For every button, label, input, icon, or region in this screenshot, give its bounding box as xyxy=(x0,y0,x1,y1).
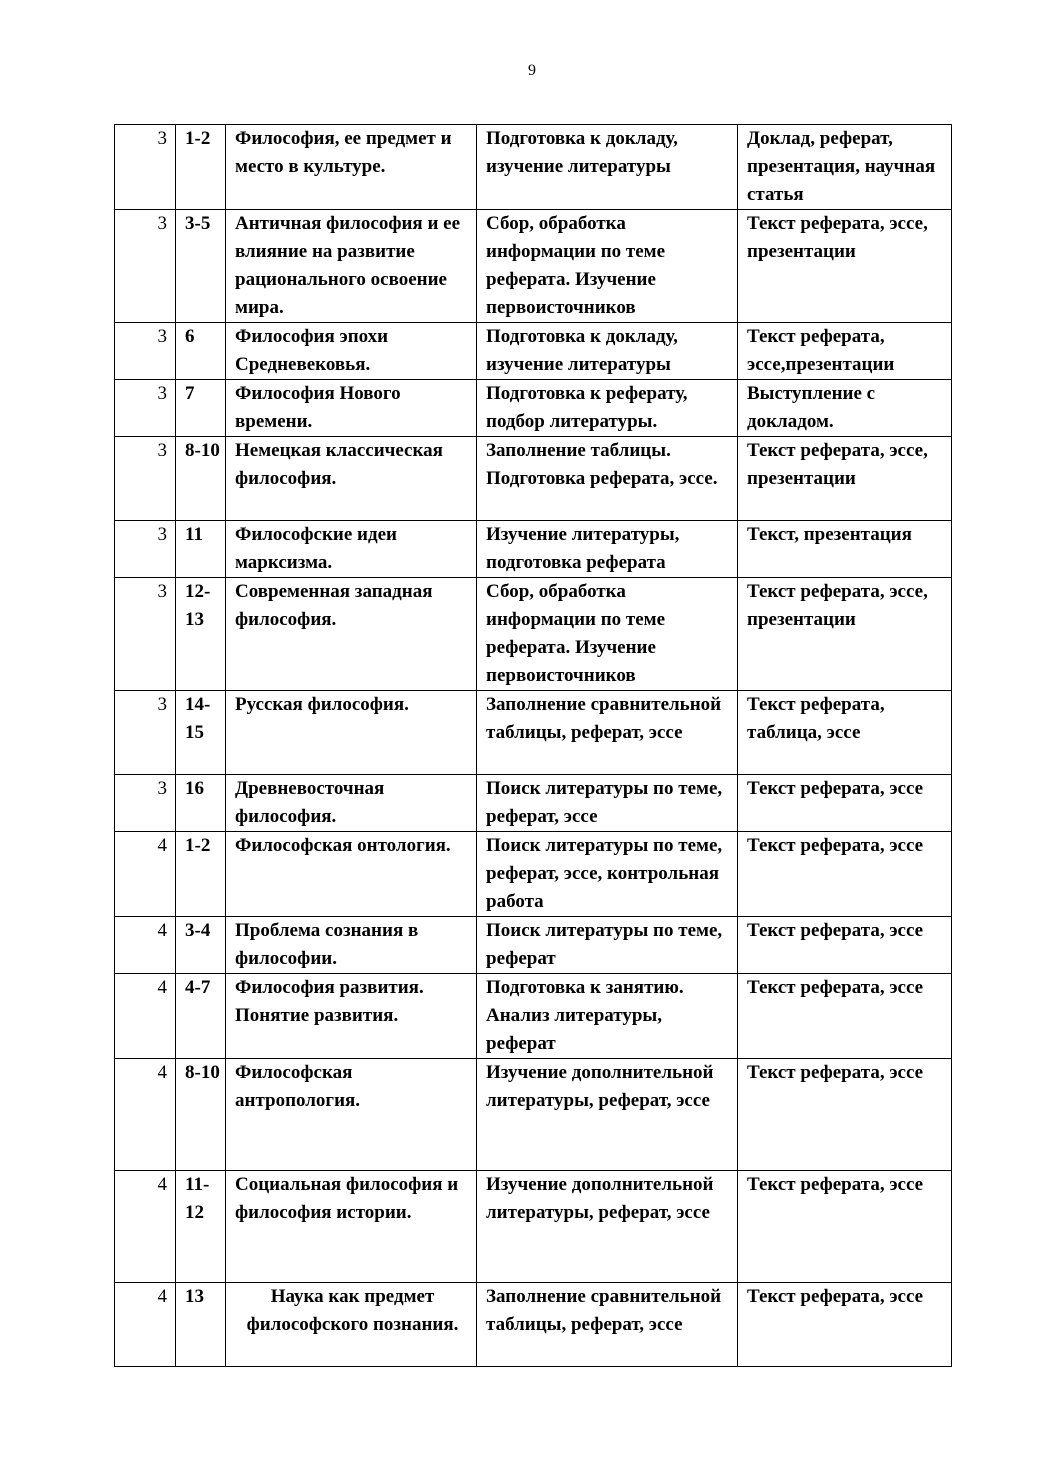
semester-cell: 3 xyxy=(115,125,176,210)
work-type-cell: Изучение дополнительной литературы, реферат, эссе xyxy=(477,1171,738,1283)
semester-cell: 4 xyxy=(115,1171,176,1283)
topic-cell: Русская философия. xyxy=(226,691,477,775)
semester-cell: 4 xyxy=(115,832,176,917)
table-row xyxy=(115,775,952,832)
work-type-cell: Заполнение таблицы. Подготовка реферата, эссе. xyxy=(477,437,738,521)
table-row xyxy=(115,691,952,775)
topic-cell: Немецкая классическая философия. xyxy=(226,437,477,521)
result-form-cell: Текст реферата, эссе, презентации xyxy=(738,437,952,521)
result-form-cell: Текст реферата, эссе,презентации xyxy=(738,323,952,380)
work-type-cell: Изучение дополнительной литературы, реферат, эссе xyxy=(477,1059,738,1171)
table-row xyxy=(115,1283,952,1367)
table-row xyxy=(115,1171,952,1283)
topic-cell: Философия Нового времени. xyxy=(226,380,477,437)
lesson-number-cell: 3-5 xyxy=(176,210,226,323)
lesson-number-cell: 12-13 xyxy=(176,578,226,691)
work-type-cell: Сбор, обработка информации по теме реферата. Изучение первоисточников xyxy=(477,210,738,323)
work-type-cell: Сбор, обработка информации по теме реферата. Изучение первоисточников xyxy=(477,578,738,691)
result-form-cell: Текст реферата, эссе xyxy=(738,974,952,1059)
work-type-cell: Поиск литературы по теме, реферат, эссе xyxy=(477,775,738,832)
result-form-cell: Текст реферата, эссе, презентации xyxy=(738,210,952,323)
result-form-cell: Выступление с докладом. xyxy=(738,380,952,437)
study-plan-table-body xyxy=(115,125,952,1367)
table-row xyxy=(115,974,952,1059)
result-form-cell: Доклад, реферат, презентация, научная статья xyxy=(738,125,952,210)
semester-cell: 4 xyxy=(115,974,176,1059)
topic-cell: Философские идеи марксизма. xyxy=(226,521,477,578)
table-row xyxy=(115,380,952,437)
lesson-number-cell: 16 xyxy=(176,775,226,832)
work-type-cell: Подготовка к докладу, изучение литературы xyxy=(477,125,738,210)
work-type-cell: Заполнение сравнительной таблицы, реферат, эссе xyxy=(477,1283,738,1367)
topic-cell: Философская антропология. xyxy=(226,1059,477,1171)
page-number: 9 xyxy=(528,62,536,79)
table-row xyxy=(115,578,952,691)
semester-cell: 3 xyxy=(115,380,176,437)
semester-cell: 3 xyxy=(115,691,176,775)
lesson-number-cell: 13 xyxy=(176,1283,226,1367)
topic-cell: Античная философия и ее влияние на развитие рационального освоение мира. xyxy=(226,210,477,323)
table-row xyxy=(115,917,952,974)
lesson-number-cell: 11-12 xyxy=(176,1171,226,1283)
result-form-cell: Текст реферата, эссе xyxy=(738,1059,952,1171)
lesson-number-cell: 1-2 xyxy=(176,832,226,917)
table-row xyxy=(115,437,952,521)
semester-cell: 3 xyxy=(115,323,176,380)
result-form-cell: Текст реферата, эссе xyxy=(738,1283,952,1367)
lesson-number-cell: 4-7 xyxy=(176,974,226,1059)
lesson-number-cell: 11 xyxy=(176,521,226,578)
table-row xyxy=(115,521,952,578)
work-type-cell: Подготовка к занятию. Анализ литературы, реферат xyxy=(477,974,738,1059)
lesson-number-cell: 6 xyxy=(176,323,226,380)
semester-cell: 3 xyxy=(115,210,176,323)
topic-cell: Философия, ее предмет и место в культуре. xyxy=(226,125,477,210)
semester-cell: 3 xyxy=(115,578,176,691)
semester-cell: 3 xyxy=(115,437,176,521)
work-type-cell: Заполнение сравнительной таблицы, реферат, эссе xyxy=(477,691,738,775)
result-form-cell: Текст, презентация xyxy=(738,521,952,578)
lesson-number-cell: 7 xyxy=(176,380,226,437)
semester-cell: 3 xyxy=(115,775,176,832)
semester-cell: 4 xyxy=(115,917,176,974)
work-type-cell: Поиск литературы по теме, реферат xyxy=(477,917,738,974)
topic-cell: Наука как предмет философского познания. xyxy=(226,1283,477,1367)
table-row xyxy=(115,832,952,917)
topic-cell: Философия развития. Понятие развития. xyxy=(226,974,477,1059)
result-form-cell: Текст реферата, эссе xyxy=(738,1171,952,1283)
lesson-number-cell: 1-2 xyxy=(176,125,226,210)
work-type-cell: Подготовка к реферату, подбор литературы. xyxy=(477,380,738,437)
result-form-cell: Текст реферата, эссе xyxy=(738,775,952,832)
semester-cell: 4 xyxy=(115,1283,176,1367)
table-row xyxy=(115,323,952,380)
lesson-number-cell: 8-10 xyxy=(176,1059,226,1171)
topic-cell: Современная западная философия. xyxy=(226,578,477,691)
semester-cell: 3 xyxy=(115,521,176,578)
result-form-cell: Текст реферата, эссе xyxy=(738,917,952,974)
work-type-cell: Подготовка к докладу, изучение литературы xyxy=(477,323,738,380)
lesson-number-cell: 3-4 xyxy=(176,917,226,974)
table-row xyxy=(115,210,952,323)
result-form-cell: Текст реферата, таблица, эссе xyxy=(738,691,952,775)
topic-cell: Социальная философия и философия истории. xyxy=(226,1171,477,1283)
topic-cell: Древневосточная философия. xyxy=(226,775,477,832)
result-form-cell: Текст реферата, эссе xyxy=(738,832,952,917)
topic-cell: Философия эпохи Средневековья. xyxy=(226,323,477,380)
lesson-number-cell: 14-15 xyxy=(176,691,226,775)
study-plan-table xyxy=(114,124,952,1367)
table-row xyxy=(115,1059,952,1171)
work-type-cell: Поиск литературы по теме, реферат, эссе, контрольная работа xyxy=(477,832,738,917)
topic-cell: Философская онтология. xyxy=(226,832,477,917)
table-row xyxy=(115,125,952,210)
lesson-number-cell: 8-10 xyxy=(176,437,226,521)
result-form-cell: Текст реферата, эссе, презентации xyxy=(738,578,952,691)
semester-cell: 4 xyxy=(115,1059,176,1171)
work-type-cell: Изучение литературы, подготовка реферата xyxy=(477,521,738,578)
topic-cell: Проблема сознания в философии. xyxy=(226,917,477,974)
